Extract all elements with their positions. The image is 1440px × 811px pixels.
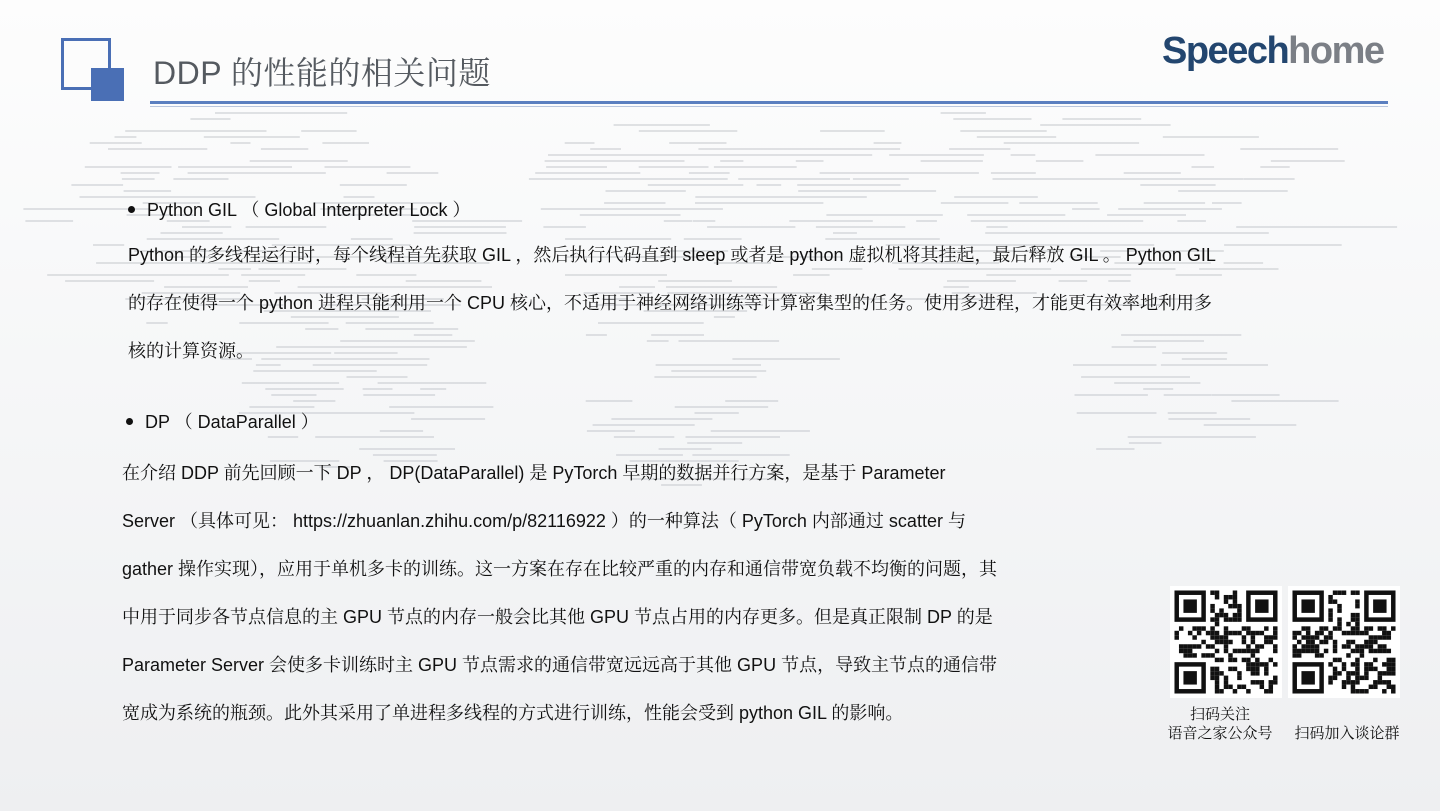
page-title: DDP 的性能的相关问题	[153, 55, 491, 91]
paragraph-line: 宽成为系统的瓶颈。此外其采用了单进程多线程的方式进行训练，性能会受到 python GIL 的影响。	[122, 703, 904, 723]
paragraph-line: Parameter Server 会使多卡训练时主 GPU 节点需求的通信带宽远远高于其他 GPU 节点，导致主节点的通信带	[122, 655, 998, 675]
qr-code-discussion-group	[1288, 586, 1400, 698]
bullet-dot-icon	[126, 418, 133, 425]
logo-square-fill	[91, 68, 124, 101]
qr-code-official-account	[1170, 586, 1282, 698]
bullet-dp	[126, 408, 319, 434]
qr-code-icon	[1170, 586, 1282, 698]
paragraph-python-gil	[128, 241, 1216, 385]
qr-caption-line: 扫码加入谈论群	[1294, 725, 1400, 742]
title-underline	[150, 101, 1388, 107]
paragraph-line: gather 操作实现），应用于单机多卡的训练。这一方案在存在比较严重的内存和通信带宽负载不均衡的问题，其	[122, 559, 998, 579]
paragraph-line: 的存在使得一个 python 进程只能利用一个 CPU 核心，不适用于神经网络训练等计算密集型的任务。使用多进程，才能更有效率地利用多	[128, 293, 1213, 313]
speechhome-logo	[1162, 30, 1384, 73]
paragraph-line: Python 的多线程运行时，每个线程首先获取 GIL ，然后执行代码直到 sleep 或者是 python 虚拟机将其挂起，最后释放 GIL 。 Python GIL	[128, 245, 1216, 265]
paragraph-line: 中用于同步各节点信息的主 GPU 节点的内存一般会比其他 GPU 节点占用的内存更多。但是真正限制 DP 的是	[122, 607, 993, 627]
bullet-python-gil	[128, 196, 470, 222]
brand-home: home	[1288, 30, 1384, 72]
qr-caption-line: 扫码关注	[1189, 706, 1250, 723]
qr-caption-line: 语音之家公众号	[1167, 725, 1273, 742]
bullet-label: Python GIL （ Global Interpreter Lock ）	[147, 200, 471, 220]
paragraph-line: 核的计算资源。	[128, 341, 254, 361]
paragraph-line: 在介绍 DDP 前先回顾一下 DP ， DP(DataParallel) 是 PyTorch 早期的数据并行方案，是基于 Parameter	[122, 463, 946, 483]
paragraph-line: Server （具体可见： https://zhuanlan.zhihu.com/p/82116922 ）的一种算法（ PyTorch 内部通过 scatter 与	[122, 511, 966, 531]
brand-speech: Speech	[1162, 30, 1289, 72]
bullet-label: DP （ DataParallel ）	[145, 412, 319, 432]
qr-code-icon	[1288, 586, 1400, 698]
paragraph-dp	[122, 459, 997, 747]
bullet-dot-icon	[128, 206, 135, 213]
